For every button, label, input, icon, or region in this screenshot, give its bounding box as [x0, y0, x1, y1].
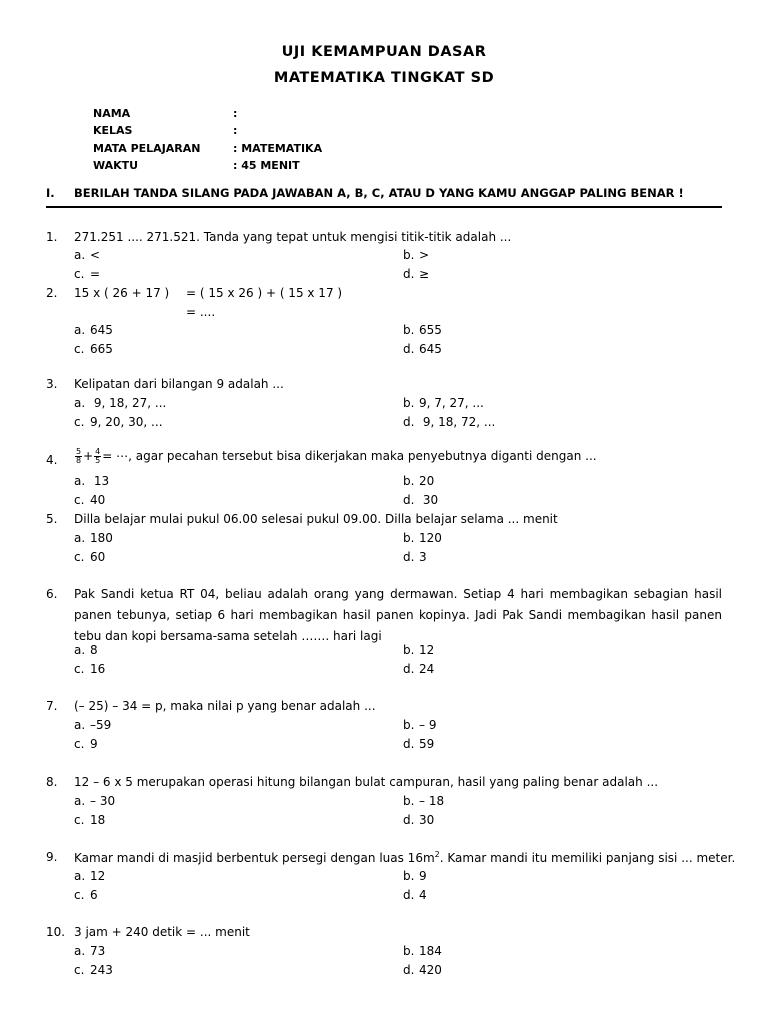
question-number: 4.: [46, 453, 58, 467]
question-text: (– 25) – 34 = p, maka nilai p yang benar adalah ...: [74, 699, 376, 713]
option-c[interactable]: c. 18: [74, 813, 106, 827]
option-b[interactable]: b. 655: [403, 323, 442, 337]
option-d[interactable]: d. 30: [403, 493, 439, 507]
option-a[interactable]: a. 645: [74, 323, 113, 337]
fraction: $\frac{5}{8}$: [76, 447, 82, 465]
option-c[interactable]: c. 16: [74, 662, 106, 676]
info-row-kelas: [93, 124, 237, 137]
question-text: 12 – 6 x 5 merupakan operasi hitung bilangan bulat campuran, hasil yang paling benar adalah ...: [74, 775, 659, 789]
question-number: 6.: [46, 587, 58, 601]
question-text: Kamar mandi di masjid berbentuk persegi dengan luas $16m^2$. Kamar mandi itu memiliki panjang sisi ... meter.: [74, 850, 736, 865]
question-expression: 15 x ( 26 + 17 ): [74, 286, 170, 300]
page-subtitle: MATEMATIKA TINGKAT SD: [273, 70, 495, 86]
info-value: :: [233, 124, 238, 137]
option-b[interactable]: b. 9, 7, 27, ...: [403, 396, 484, 410]
question-number: 1.: [46, 230, 58, 244]
info-label: KELAS: [93, 124, 133, 137]
option-c[interactable]: c. 40: [74, 493, 106, 507]
section-instruction: [46, 186, 684, 200]
info-value: :: [233, 107, 238, 120]
option-c[interactable]: c. 665: [74, 342, 113, 356]
question-number: 8.: [46, 775, 58, 789]
question-text: 3 jam + 240 detik = ... menit: [74, 925, 250, 939]
question-expression-right: = ( 15 x 26 ) + ( 15 x 17 ): [186, 286, 343, 300]
page-title: UJI KEMAMPUAN DASAR: [281, 44, 487, 60]
option-a[interactable]: a. 73: [74, 944, 106, 958]
question-number: 5.: [46, 512, 58, 526]
option-b[interactable]: b. 184: [403, 944, 442, 958]
section-number: I.: [46, 186, 55, 200]
info-value: : MATEMATIKA: [233, 142, 323, 155]
section-text: BERILAH TANDA SILANG PADA JAWABAN A, B, C, ATAU D YANG KAMU ANGGAP PALING BENAR !: [74, 186, 684, 200]
info-row-mata-pelajaran: [93, 142, 322, 155]
option-c[interactable]: c. =: [74, 267, 101, 281]
info-row-waktu: [93, 159, 300, 172]
option-d[interactable]: d. 4: [403, 888, 427, 902]
fraction: $\frac{4}{5}$: [95, 447, 101, 465]
option-b[interactable]: b. – 9: [403, 718, 437, 732]
option-d[interactable]: d. 59: [403, 737, 435, 751]
question-number: 7.: [46, 699, 58, 713]
option-a[interactable]: a. 180: [74, 531, 113, 545]
info-label: NAMA: [93, 107, 131, 120]
question-text: Pak Sandi ketua RT 04, beliau adalah orang yang dermawan. Setiap 4 hari membagikan sebagian hasil panen tebunya, setiap 6 hari membagikan hasil panen kopinya. Jadi Pak Sandi membagikan hasil panen tebu dan kopi bersama-sama setelah ……. hari lagi: [74, 587, 722, 643]
option-d[interactable]: d. 9, 18, 72, ...: [403, 415, 496, 429]
option-c[interactable]: c. 6: [74, 888, 98, 902]
option-a[interactable]: a. 8: [74, 643, 98, 657]
question-text: $\frac{5}{8}$ + $\frac{4}{5}$ = ⋯, agar pecahan tersebut bisa dikerjakan maka penyebutnya diganti dengan ...: [76, 447, 597, 465]
option-a[interactable]: a. 9, 18, 27, ...: [74, 396, 167, 410]
option-c[interactable]: c. 9: [74, 737, 98, 751]
divider: [46, 206, 722, 208]
option-d[interactable]: d. 24: [403, 662, 435, 676]
question-text: Kelipatan dari bilangan 9 adalah ...: [74, 377, 284, 391]
question-number: 9.: [46, 850, 58, 864]
option-c[interactable]: c. 60: [74, 550, 106, 564]
question-number: 10.: [46, 925, 66, 939]
option-b[interactable]: b. – 18: [403, 794, 445, 808]
question-number: 2.: [46, 286, 58, 300]
option-d[interactable]: d. 645: [403, 342, 442, 356]
option-d[interactable]: d. 420: [403, 963, 442, 977]
info-row-nama: [93, 107, 237, 120]
question-text: 271.251 .... 271.521. Tanda yang tepat untuk mengisi titik-titik adalah ...: [74, 230, 512, 244]
info-label: WAKTU: [93, 159, 139, 172]
question-text: Dilla belajar mulai pukul 06.00 selesai pukul 09.00. Dilla belajar selama ... menit: [74, 512, 558, 526]
option-a[interactable]: a. – 30: [74, 794, 116, 808]
option-a[interactable]: a. 13: [74, 474, 110, 488]
option-b[interactable]: b. 120: [403, 531, 442, 545]
option-b[interactable]: b. 20: [403, 474, 435, 488]
question-expression-result: = ....: [186, 305, 216, 319]
option-b[interactable]: b. 9: [403, 869, 427, 883]
option-b[interactable]: b. 12: [403, 643, 435, 657]
option-c[interactable]: c. 243: [74, 963, 113, 977]
option-a[interactable]: a. –59: [74, 718, 112, 732]
info-label: MATA PELAJARAN: [93, 142, 201, 155]
option-b[interactable]: b. >: [403, 248, 430, 262]
option-a[interactable]: a. <: [74, 248, 101, 262]
option-c[interactable]: c. 9, 20, 30, ...: [74, 415, 163, 429]
option-d[interactable]: d. 30: [403, 813, 435, 827]
info-value: : 45 MENIT: [233, 159, 300, 172]
question-number: 3.: [46, 377, 58, 391]
option-d[interactable]: d. 3: [403, 550, 427, 564]
option-a[interactable]: a. 12: [74, 869, 106, 883]
option-d[interactable]: d. ≥: [403, 267, 430, 281]
